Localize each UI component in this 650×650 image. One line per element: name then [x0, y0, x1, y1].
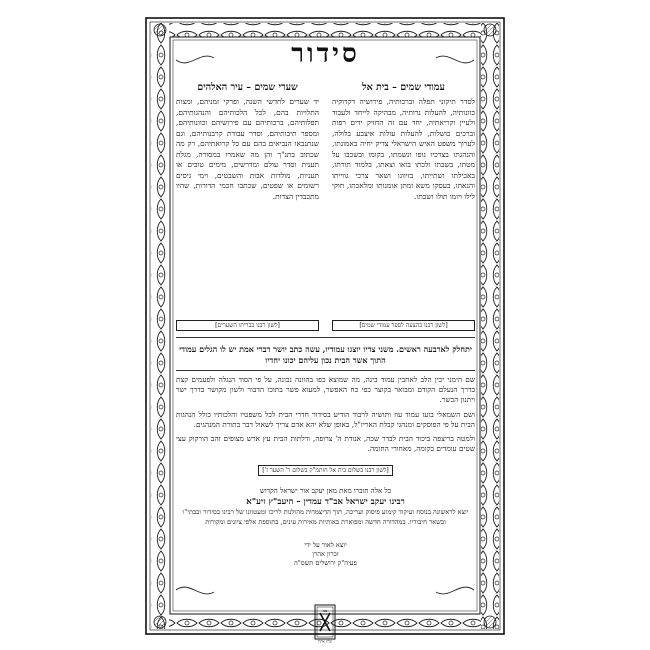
page-title: סידור: [291, 39, 360, 69]
paragraph-floor: ולמטה בריצפה ביכוד הבית לבדר שכה, אנודת ה' צרופה, ודלתות הבית עץ ארש מצופים זהב הורקוק עצי שטים עומדים בקומה, מאחורי החומה.: [176, 434, 475, 454]
publisher-logo: [300, 603, 350, 643]
source-wrap: [176, 457, 475, 476]
logo-icon: [300, 603, 350, 643]
right-column-body: לסדר תיקוני תפלה וברכותיה, פירושיה דקדוקיה כוונותיה, להעלות נרותיה, מבהיקה לייחד ולעבוד ולעיין וקריאתיה, יחד עם זה החזיק ידים רפות וברכים כושלות, להעלות עולות איצבע בלולה, לערוך משפט האיש הישראלי צדיק יחיה באמונתו, והנהגתו בצרכיו גופו ונשמתו, בקומו ובשכבו על מטתו, בשבתו ולכתו בואו וצאתו, בלמוד תורתו, באכילתו ושתייתו, בזיווגו ושאר צרכי גווייתו והנאתו, בעסקו משא ומתן אומנותו ומלאכתו, חוקי לילו ויומו תולו ושבתו.: [332, 97, 475, 201]
left-column: [176, 82, 319, 331]
logo-top-text: סמ: [322, 608, 328, 613]
publisher-line-2: זכרון אהרן: [312, 550, 339, 559]
two-column-section: [176, 82, 475, 331]
left-column-source: [לשון רבנו בבריתו השערים]: [176, 320, 319, 331]
paragraph-boaz: ושם השמאלי בועז עמוד עוז ותושיה לרבוד הודיע בסידור חדרי הבית לכל משפטיו והלכותיו כולל הנהגות הבית על פי הפוסקים ומנהגי קבלת האריז"ל, באופן שלא יהא אדם צריך לשאול דבר בתורת המנהגים.: [176, 409, 475, 429]
intro-heading: יתחלק לארבעה ראשים. משני צדיו יוצגו עמודיו, עשה כתב יושר דברי אמת יש לו הגלים עמודי התוך אשר הבית נכון עליהם יכונו יחדיו: [179, 344, 472, 365]
logo-bottom-text: זכרון אהרן: [317, 639, 333, 643]
publisher-line-1: יוצא לאור על ידי: [304, 541, 347, 550]
page-content: [176, 40, 475, 600]
publisher-block: [176, 541, 475, 568]
right-column-source: [לשון רבנו בהצעה לספר עמודי שמים]: [332, 320, 475, 331]
paragraph-source: [לשון רבנו בשלום בית אל חותמ"ק בשלום ר' השער ז']: [258, 465, 393, 476]
intro-rule: [176, 370, 475, 371]
section-divider: [176, 337, 475, 338]
rebbe-name: רבינו יעקב ישראל אב"ד עמדין – היעב"ץ זיע"א: [246, 497, 405, 508]
credit-line: כל אלה חוברו מאת מאן יעקב אור ישראל הקדוש: [259, 487, 392, 496]
left-column-body: יד שערים לחדשי השנה, ופרקי זמניהם, ומצות התלויות בהם, לכל הלכותיהם והנהגותיהם, תפלותיהם, ברכותיהם עם פירושיהם וכוונותיהם, ומספר תיבותיהם, וסדר עבודת קרבנותיהם, וגם שנתנבאו הנביאים בהם עם כל קרואתיהם, רק מה שכתוב בתנ"ך והן מה שאמרו במסורה, מגלת תענית וסדר עולם ומדרשים, מימים טובים או תעניות, מולדות אבות והשבטים, וימי גיסים רשומים או שפטים, שכתבו חכמי הדורות, שהיו מתכבדין הצדות.: [176, 97, 319, 201]
left-column-heading: שערי שמים – עיר האלהים: [197, 82, 298, 93]
right-column: [332, 82, 475, 331]
publisher-line-3: פעיה"ק ירושלים תשס"ה: [294, 559, 357, 568]
right-column-heading: עמודי שמים – בית אל: [362, 82, 445, 93]
paragraph-yachin: שם הימני יכין הלב לאחבין עמוד בינה, מה שמוצא כפו בהוונה נכונה, על פי הסוד הנגלה ולפעמים קצת בדרך הנעלם הקודם ומבואר בקוצר כפי כח האפשר, למעוא פשר בתוכו הדבור ולשון מקושר בדרך ישר ויתנון הכשר.: [176, 375, 475, 405]
edition-note: יוצא לראשונה בנוסח ועיקוד קימוע פיסוק ועריכה, תוך הדיצמדות מהולנות לריכו ומעטוונו של רבינו בסידור ובבתי"ו ובשאר חיבוריו. במהדורה חדשה ומפוארת באותיות מאירות עינים, בתוספת אלפי ציונים ומקורות: [182, 508, 469, 526]
